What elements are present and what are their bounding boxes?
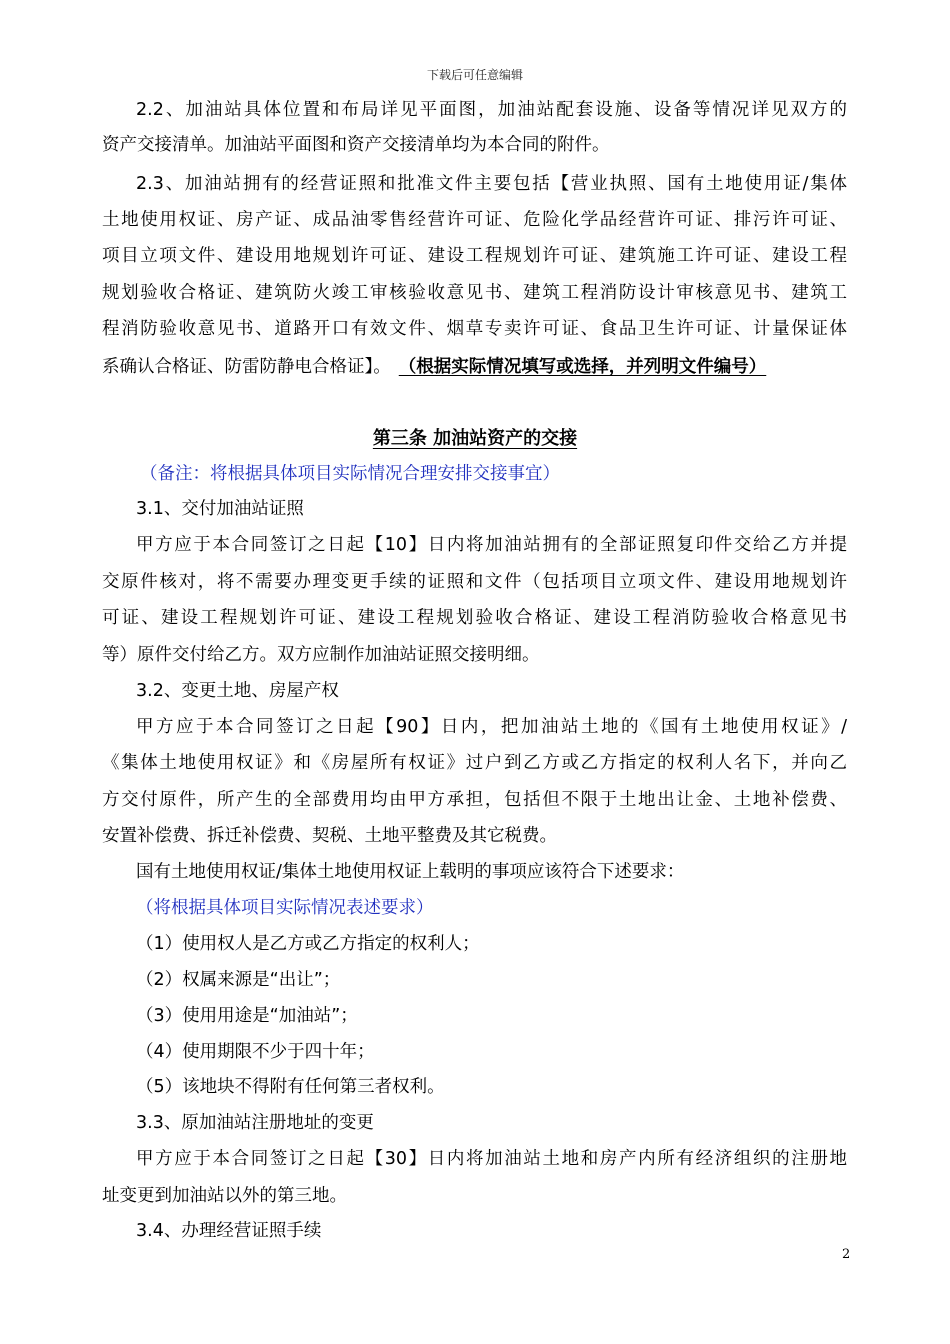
paragraph-3-1-line3: 可证、建设工程规划许可证、建设工程规划验收合格证、建设工程消防验收合格意见书 <box>102 608 847 628</box>
paragraph-3-2-line4: 安置补偿费、拆迁补偿费、契税、土地平整费及其它税费。 <box>102 826 557 846</box>
requirement-item-4: （4）使用期限不少于四十年； <box>136 1042 375 1062</box>
paragraph-2-3-line4: 规划验收合格证、建筑防火竣工审核验收意见书、建筑工程消防设计审核意见书、建筑工 <box>102 283 847 303</box>
page-header: 下载后可任意编辑 <box>426 68 523 82</box>
paragraph-2-2-line1: 2.2、加油站具体位置和布局详见平面图，加油站配套设施、设备等情况详见双方的 <box>136 100 847 120</box>
requirement-item-3: （3）使用用途是“加油站”； <box>136 1006 358 1026</box>
paragraph-3-3-line1: 甲方应于本合同签订之日起【30】日内将加油站土地和房产内所有经济组织的注册地 <box>136 1149 847 1169</box>
paragraph-2-3-end-text: 系确认合格证、防雷防静电合格证】。 <box>102 357 391 377</box>
note-remark: （备注：将根据具体项目实际情况合理安排交接事宜） <box>140 464 560 484</box>
fill-in-instruction: （根据实际情况填写或选择，并列明文件编号） <box>398 357 767 377</box>
requirements-intro: 国有土地使用权证/集体土地使用权证上载明的事项应该符合下述要求： <box>136 862 685 882</box>
page-number: 2 <box>842 1247 851 1262</box>
section-3-2-heading: 3.2、变更土地、房屋产权 <box>136 681 339 701</box>
paragraph-3-3-line2: 址变更到加油站以外的第三地。 <box>102 1186 347 1206</box>
paragraph-3-2-line1: 甲方应于本合同签订之日起【90】日内，把加油站土地的《国有土地使用权证》/ <box>136 717 847 737</box>
paragraph-3-1-line1: 甲方应于本合同签订之日起【10】日内将加油站拥有的全部证照复印件交给乙方并提 <box>136 535 847 555</box>
requirements-note: （将根据具体项目实际情况表述要求） <box>136 898 434 918</box>
paragraph-2-3-line1: 2.3、加油站拥有的经营证照和批准文件主要包括【营业执照、国有土地使用证/集体 <box>136 174 847 194</box>
paragraph-3-1-line4: 等）原件交付给乙方。双方应制作加油站证照交接明细。 <box>102 645 540 665</box>
requirement-item-1: （1）使用权人是乙方或乙方指定的权利人； <box>136 934 480 954</box>
section-3-3-heading: 3.3、原加油站注册地址的变更 <box>136 1113 374 1133</box>
requirement-item-5: （5）该地块不得附有任何第三者权利。 <box>136 1077 445 1097</box>
paragraph-2-3-line5: 程消防验收意见书、道路开口有效文件、烟草专卖许可证、食品卫生许可证、计量保证体 <box>102 319 847 339</box>
requirement-item-2: （2）权属来源是“出让”； <box>136 970 341 990</box>
paragraph-2-3-line6 <box>102 355 847 379</box>
paragraph-2-3-line2: 土地使用权证、房产证、成品油零售经营许可证、危险化学品经营许可证、排污许可证、 <box>102 210 847 230</box>
paragraph-2-2-line2: 资产交接清单。加油站平面图和资产交接清单均为本合同的附件。 <box>102 135 610 155</box>
article-3-title: 第三条 加油站资产的交接 <box>372 428 578 449</box>
paragraph-3-2-line2: 《集体土地使用权证》和《房屋所有权证》过户到乙方或乙方指定的权利人名下，并向乙 <box>102 753 847 773</box>
paragraph-3-2-line3: 方交付原件，所产生的全部费用均由甲方承担，包括但不限于土地出让金、土地补偿费、 <box>102 790 847 810</box>
section-3-1-heading: 3.1、交付加油站证照 <box>136 499 304 519</box>
paragraph-2-3-line3: 项目立项文件、建设用地规划许可证、建设工程规划许可证、建筑施工许可证、建设工程 <box>102 246 847 266</box>
section-3-4-heading: 3.4、办理经营证照手续 <box>136 1221 322 1241</box>
paragraph-3-1-line2: 交原件核对，将不需要办理变更手续的证照和文件（包括项目立项文件、建设用地规划许 <box>102 572 847 592</box>
